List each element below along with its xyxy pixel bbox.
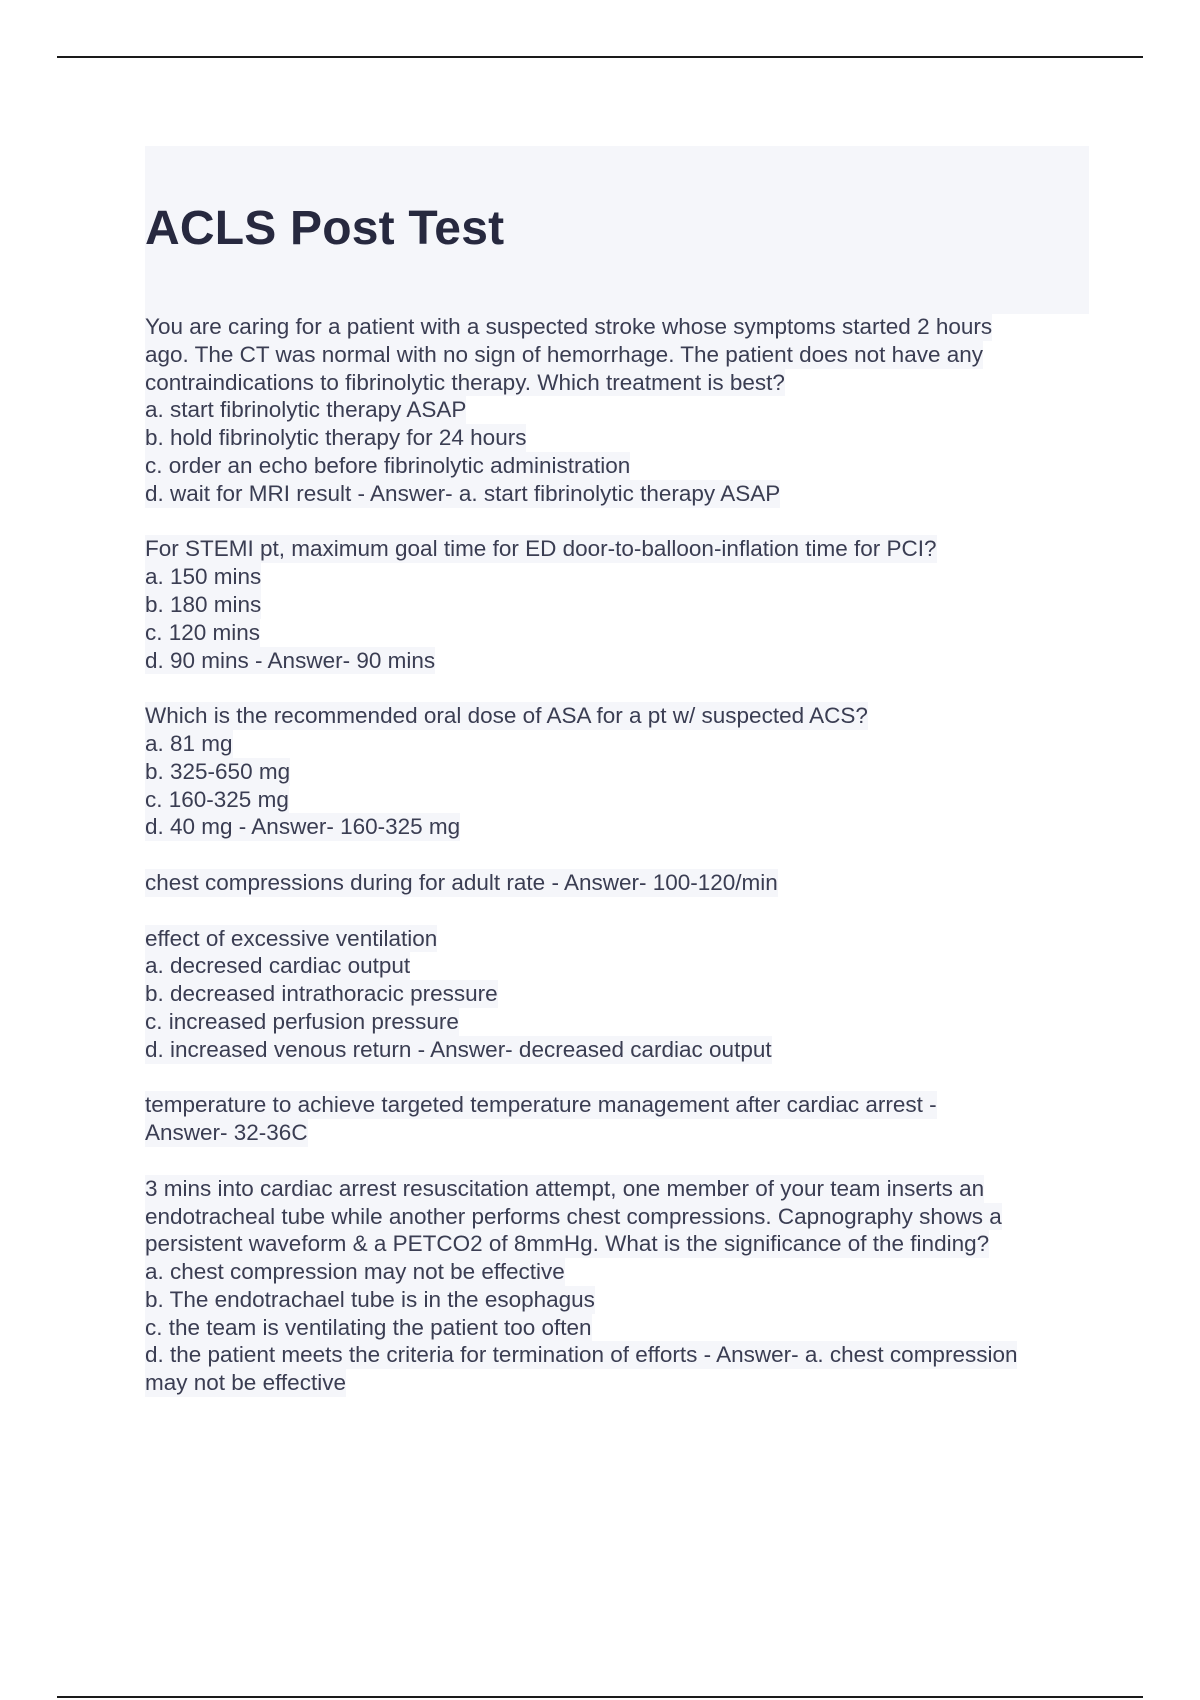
text-line: c. 160-325 mg [145,786,289,812]
text-line: b. decreased intrathoracic pressure [145,981,498,1007]
text-line: a. 150 mins [145,564,262,590]
question-block [145,313,1089,508]
text-line: c. the team is ventilating the patient too often [145,1314,592,1340]
text-line: b. 325-650 mg [145,758,291,784]
text-line: d. the patient meets the criteria for termination of efforts - Answer- a. chest compression [145,1342,1018,1368]
document-title: ACLS Post Test [145,202,505,255]
text-line: a. chest compression may not be effective [145,1259,565,1285]
text-line: b. The endotrachael tube is in the esophagus [145,1286,595,1312]
text-line: d. 40 mg - Answer- 160-325 mg [145,814,461,840]
question-block [145,535,1089,674]
text-line: a. 81 mg [145,730,233,756]
text-line: Which is the recommended oral dose of ASA for a pt w/ suspected ACS? [145,703,868,729]
text-line: effect of excessive ventilation [145,925,438,951]
question-block [145,702,1089,841]
text-line: ago. The CT was normal with no sign of hemorrhage. The patient does not have any [145,341,984,367]
text-line: endotracheal tube while another performs chest compressions. Capnography shows a [145,1203,1002,1229]
document-body [145,313,1089,1425]
question-block [145,1091,1089,1147]
text-line: temperature to achieve targeted temperature management after cardiac arrest - [145,1092,937,1118]
text-line: c. order an echo before fibrinolytic administration [145,452,631,478]
text-line: persistent waveform & a PETCO2 of 8mmHg. What is the significance of the finding? [145,1231,990,1257]
bottom-divider [57,1696,1143,1698]
text-line: 3 mins into cardiac arrest resuscitation attempt, one member of your team inserts an [145,1175,985,1201]
question-block [145,925,1089,1064]
text-line: c. increased perfusion pressure [145,1008,459,1034]
text-line: b. hold fibrinolytic therapy for 24 hours [145,425,527,451]
text-line: a. decresed cardiac output [145,953,411,979]
text-line: c. 120 mins [145,619,261,645]
text-line: You are caring for a patient with a suspected stroke whose symptoms started 2 hours [145,314,993,339]
text-line: d. wait for MRI result - Answer- a. start fibrinolytic therapy ASAP [145,480,781,506]
text-line: For STEMI pt, maximum goal time for ED door-to-balloon-inflation time for PCI? [145,536,937,562]
text-line: Answer- 32-36C [145,1120,308,1146]
text-line: b. 180 mins [145,591,262,617]
text-line: d. 90 mins - Answer- 90 mins [145,647,436,673]
question-block [145,1175,1089,1397]
text-line: contraindications to fibrinolytic therapy. Which treatment is best? [145,369,785,395]
text-line: a. start fibrinolytic therapy ASAP [145,397,467,423]
question-block [145,869,1089,897]
top-divider [57,56,1143,58]
text-line: chest compressions during for adult rate - Answer- 100-120/min [145,869,778,895]
text-line: may not be effective [145,1370,346,1396]
text-line: d. increased venous return - Answer- decreased cardiac output [145,1036,772,1062]
